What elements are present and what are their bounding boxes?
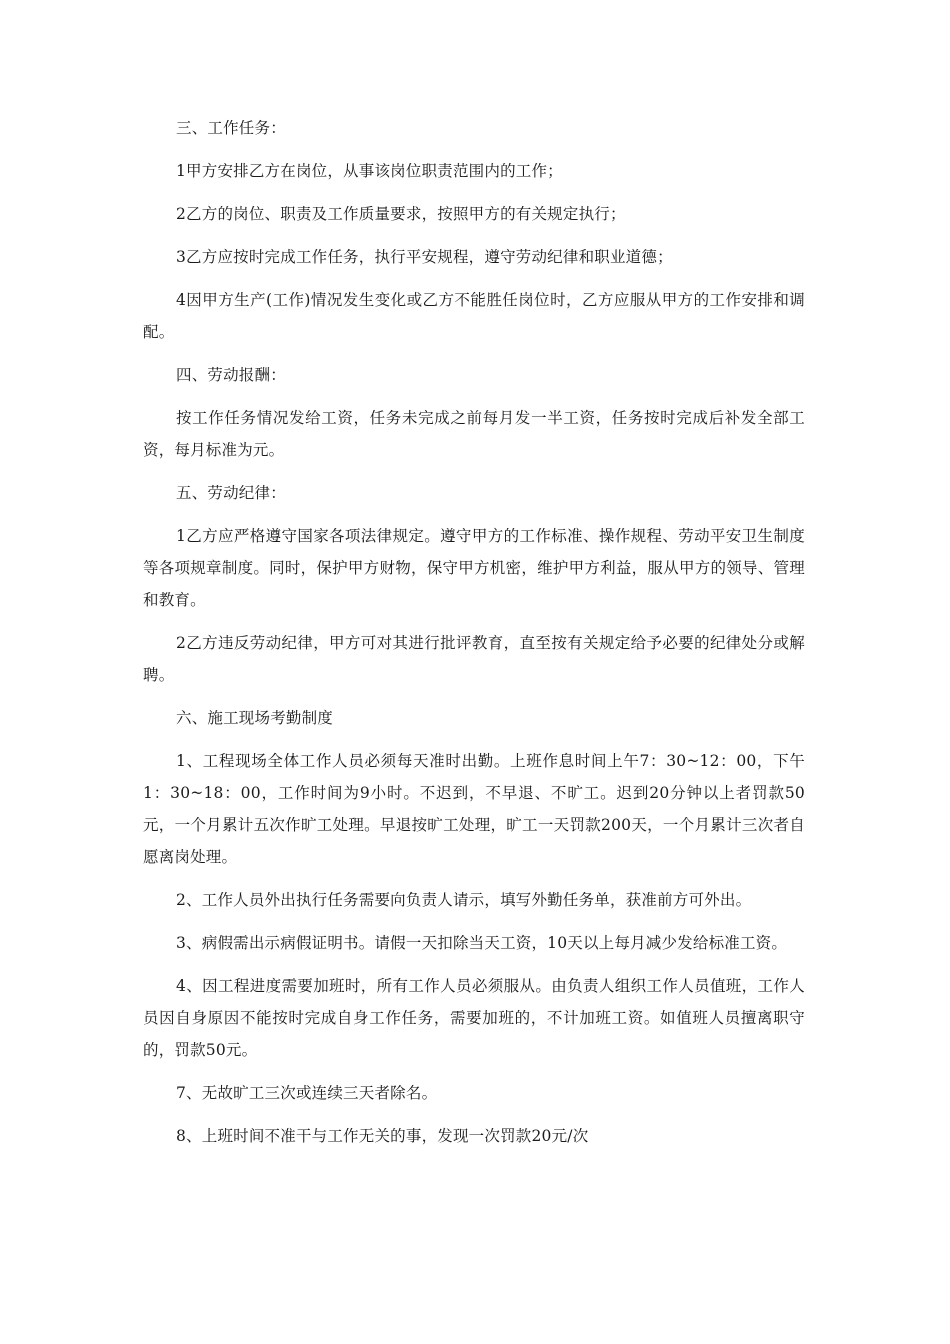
paragraph: 3乙方应按时完成工作任务，执行平安规程，遵守劳动纪律和职业道德； — [176, 248, 673, 266]
section-heading-labor-discipline: 五、劳动纪律： — [176, 484, 286, 502]
paragraph: 1甲方安排乙方在岗位，从事该岗位职责范围内的工作； — [176, 162, 563, 180]
paragraph: 按工作任务情况发给工资，任务未完成之前每月发一半工资，任务按时完成后补发全部工资，每月标准为元。 — [143, 409, 805, 459]
paragraph: 8、上班时间不准干与工作无关的事，发现一次罚款20元/次 — [176, 1127, 589, 1145]
paragraph: 7、无故旷工三次或连续三天者除名。 — [176, 1084, 438, 1102]
paragraph: 3、病假需出示病假证明书。请假一天扣除当天工资，10天以上每月减少发给标准工资。 — [176, 934, 788, 952]
paragraph: 2、工作人员外出执行任务需要向负责人请示，填写外勤任务单，获准前方可外出。 — [176, 891, 752, 909]
paragraph: 1、工程现场全体工作人员必须每天准时出勤。上班作息时间上午7：30~12：00，下午1：30~18：00，工作时间为9小时。不迟到，不早退、不旷工。迟到20分钟以上者罚款50元，一个月累计五次作旷工处理。早退按旷工处理，旷工一天罚款200天，一个月累计三次者自愿离岗处理。 — [143, 752, 805, 866]
paragraph: 2乙方的岗位、职责及工作质量要求，按照甲方的有关规定执行； — [176, 205, 626, 223]
paragraph: 2乙方违反劳动纪律，甲方可对其进行批评教育，直至按有关规定给予必要的纪律处分或解聘。 — [143, 634, 805, 684]
document-body — [143, 112, 805, 1152]
paragraph: 4、因工程进度需要加班时，所有工作人员必须服从。由负责人组织工作人员值班，工作人员因自身原因不能按时完成自身工作任务，需要加班的，不计加班工资。如值班人员擅离职守的，罚款50元。 — [143, 977, 805, 1059]
section-heading-work-tasks: 三、工作任务： — [176, 119, 286, 137]
section-heading-attendance: 六、施工现场考勤制度 — [176, 709, 334, 727]
paragraph: 1乙方应严格遵守国家各项法律规定。遵守甲方的工作标准、操作规程、劳动平安卫生制度等各项规章制度。同时，保护甲方财物，保守甲方机密，维护甲方利益，服从甲方的领导、管理和教育。 — [143, 527, 805, 609]
section-heading-remuneration: 四、劳动报酬： — [176, 366, 286, 384]
paragraph: 4因甲方生产(工作)情况发生变化或乙方不能胜任岗位时，乙方应服从甲方的工作安排和调配。 — [143, 291, 805, 341]
